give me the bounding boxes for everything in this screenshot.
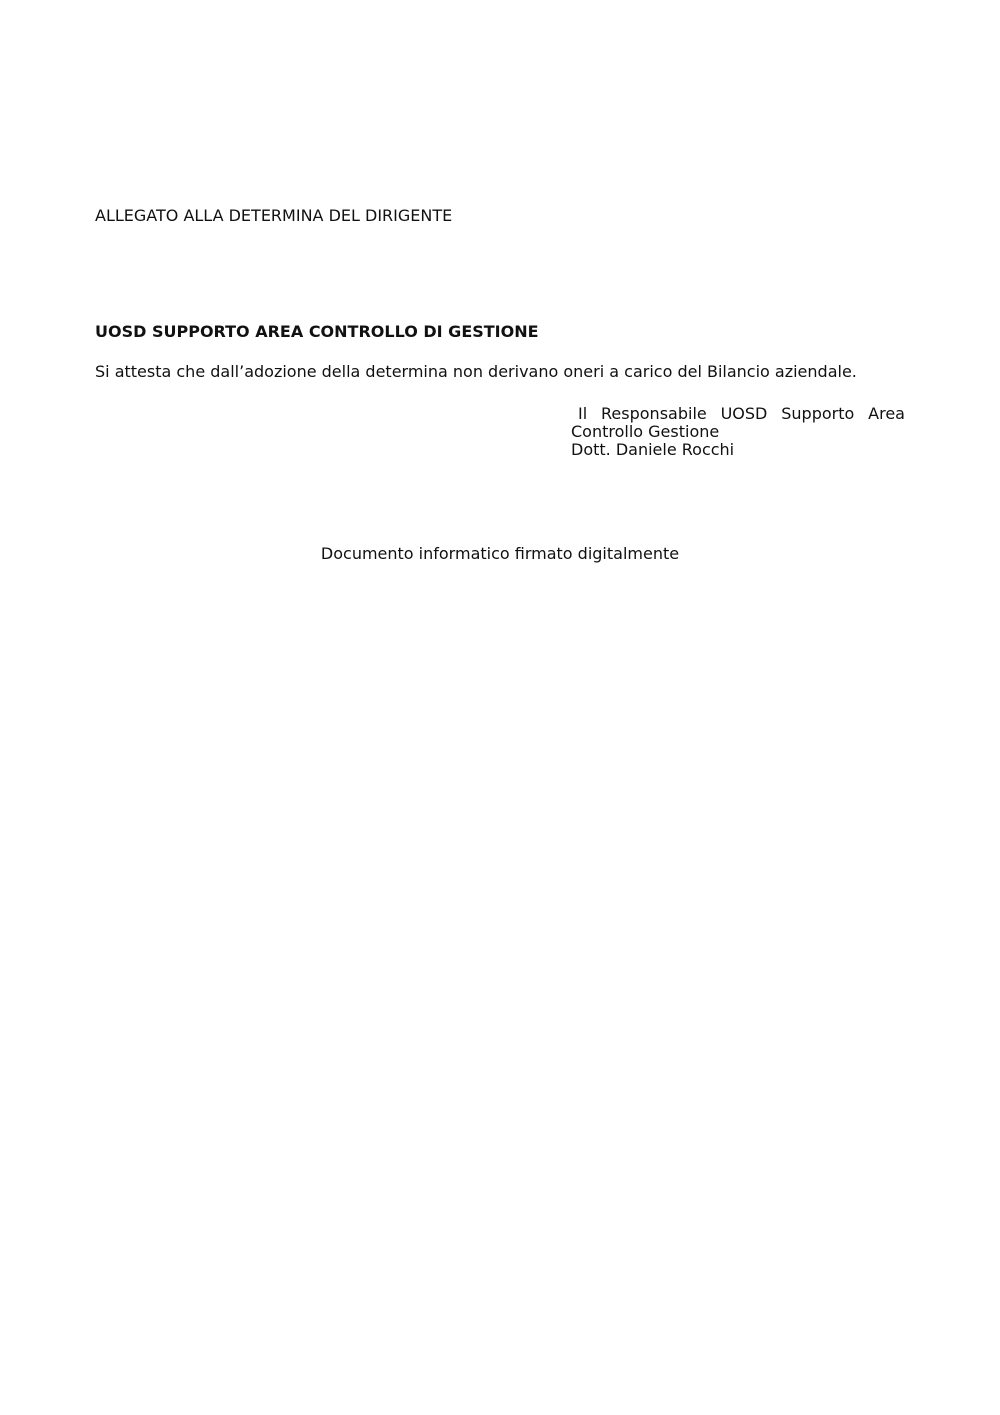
signature-role-word: Supporto xyxy=(781,404,855,423)
signature-block xyxy=(571,405,905,459)
digital-signature-note: Documento informatico firmato digitalmente xyxy=(320,544,680,563)
signature-role-word: Il xyxy=(578,404,588,423)
signature-role-word: Responsabile xyxy=(601,404,707,423)
section-title: UOSD SUPPORTO AREA CONTROLLO DI GESTIONE xyxy=(95,322,539,341)
signature-role-word: UOSD xyxy=(720,404,768,423)
signature-role-line xyxy=(571,405,905,423)
signature-role-continued: Controllo Gestione xyxy=(571,422,720,441)
signer-name: Dott. Daniele Rocchi xyxy=(571,440,735,459)
attestation-statement: Si attesta che dall’adozione della determina non derivano oneri a carico del Bilancio aziendale. xyxy=(95,362,857,381)
signature-role-word: Area xyxy=(868,404,905,423)
attachment-heading: ALLEGATO ALLA DETERMINA DEL DIRIGENTE xyxy=(95,206,453,225)
